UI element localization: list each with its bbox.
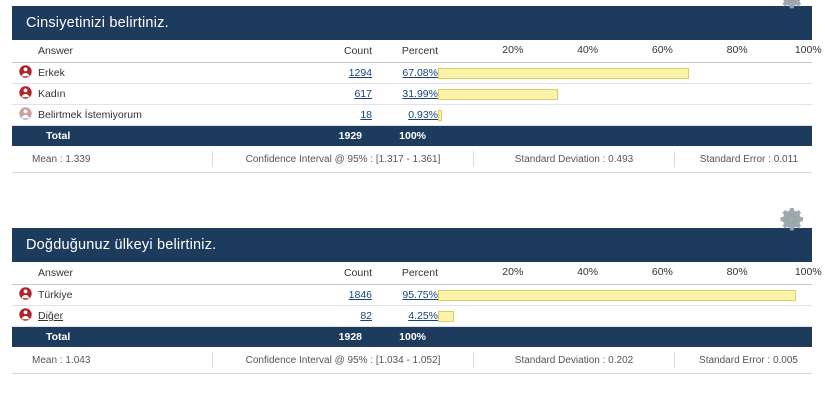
table-row (12, 84, 812, 105)
bar-track (438, 68, 812, 79)
bar-fill (438, 311, 454, 322)
axis-tick-100: 100% (794, 266, 822, 278)
percent-value[interactable] (372, 285, 438, 306)
bar-track (438, 89, 812, 100)
answer-label: Erkek (38, 63, 310, 84)
table-row (12, 105, 812, 126)
percent-value[interactable] (372, 63, 438, 84)
table-row (12, 63, 812, 84)
standard-error-stat: Standard Error : 0.005 (699, 354, 798, 366)
standard-deviation-stat: Standard Deviation : 0.493 (514, 153, 634, 165)
axis-tick-40: 40% (577, 44, 599, 56)
bar-fill (438, 68, 689, 79)
stats-row (12, 146, 812, 173)
axis-tick-20: 20% (502, 44, 524, 56)
total-label: Total (38, 126, 310, 147)
axis-header (438, 262, 822, 285)
axis-header (438, 40, 822, 63)
percent-link[interactable]: 0.93% (408, 109, 438, 121)
percent-value[interactable] (372, 306, 438, 327)
total-row (12, 327, 812, 348)
bar-track (438, 290, 812, 301)
axis-tick-60: 60% (651, 266, 673, 278)
mean-stat: Mean : 1.339 (32, 153, 91, 165)
bar-cell (438, 285, 812, 306)
axis-tick-40: 40% (577, 266, 599, 278)
total-count: 1929 (310, 126, 372, 147)
panel-header (12, 228, 812, 262)
percent-column-header: Percent (372, 40, 438, 63)
person-icon (12, 285, 38, 306)
count-link[interactable]: 18 (360, 109, 372, 121)
answer-label: Türkiye (38, 285, 310, 306)
total-icon-cell (12, 327, 38, 348)
answer-label: Belirtmek İstemiyorum (38, 105, 310, 126)
bar-cell (438, 306, 812, 327)
percent-link[interactable]: 4.25% (408, 310, 438, 322)
total-icon-cell (12, 126, 38, 147)
answer-label: Kadın (38, 84, 310, 105)
bar-fill (438, 89, 558, 100)
standard-error-stat: Standard Error : 0.011 (699, 153, 798, 165)
axis-tick-20: 20% (502, 266, 524, 278)
count-link[interactable]: 82 (360, 310, 372, 322)
percent-value[interactable] (372, 84, 438, 105)
count-link[interactable]: 1846 (348, 289, 372, 301)
person-icon (12, 306, 38, 327)
count-value[interactable] (310, 63, 372, 84)
percent-link[interactable]: 31.99% (402, 88, 438, 100)
answer-text: Diğer (38, 310, 64, 322)
count-column-header: Count (310, 262, 372, 285)
results-table-1 (12, 40, 822, 146)
answer-label (38, 306, 310, 327)
table-row (12, 285, 812, 306)
bar-cell (438, 105, 812, 126)
answer-column-header: Answer (38, 40, 310, 63)
page-title: Cinsiyetinizi belirtiniz. (26, 15, 169, 31)
mean-stat: Mean : 1.043 (32, 354, 91, 366)
count-link[interactable]: 617 (354, 88, 372, 100)
count-column-header: Count (310, 40, 372, 63)
page-title: Doğduğunuz ülkeyi belirtiniz. (26, 237, 217, 253)
count-link[interactable]: 1294 (348, 67, 372, 79)
total-label: Total (38, 327, 310, 348)
question-panel-1 (12, 6, 822, 173)
percent-axis (438, 266, 822, 280)
stats-row (12, 347, 812, 374)
count-value[interactable] (310, 306, 372, 327)
bar-cell (438, 84, 812, 105)
gear-icon[interactable] (776, 0, 806, 12)
icon-column-header (12, 262, 38, 285)
gear-icon[interactable] (776, 204, 806, 234)
total-count: 1928 (310, 327, 372, 348)
standard-deviation-stat: Standard Deviation : 0.202 (514, 354, 634, 366)
axis-tick-80: 80% (726, 44, 748, 56)
percent-value[interactable] (372, 105, 438, 126)
person-icon (12, 105, 38, 126)
percent-link[interactable]: 67.08% (402, 67, 438, 79)
bar-track (438, 311, 812, 322)
axis-tick-80: 80% (726, 266, 748, 278)
percent-link[interactable]: 95.75% (402, 289, 438, 301)
count-value[interactable] (310, 105, 372, 126)
count-value[interactable] (310, 84, 372, 105)
person-icon (12, 63, 38, 84)
table-row (12, 306, 812, 327)
bar-fill (438, 290, 796, 301)
axis-tick-60: 60% (651, 44, 673, 56)
answer-column-header: Answer (38, 262, 310, 285)
total-percent: 100% (372, 126, 438, 147)
total-percent: 100% (372, 327, 438, 348)
confidence-interval-stat: Confidence Interval @ 95% : [1.034 - 1.052] (245, 354, 441, 366)
bar-fill (438, 110, 442, 121)
results-table-2 (12, 262, 822, 347)
table-header-row (12, 262, 812, 285)
question-panel-2 (12, 228, 822, 374)
bar-track (438, 110, 812, 121)
percent-column-header: Percent (372, 262, 438, 285)
table-header-row (12, 40, 812, 63)
percent-axis (438, 44, 822, 58)
total-row (12, 126, 812, 147)
total-bar-cell (438, 126, 812, 147)
count-value[interactable] (310, 285, 372, 306)
panel-header (12, 6, 812, 40)
person-icon (12, 84, 38, 105)
icon-column-header (12, 40, 38, 63)
total-bar-cell (438, 327, 812, 348)
bar-cell (438, 63, 812, 84)
axis-tick-100: 100% (794, 44, 822, 56)
confidence-interval-stat: Confidence Interval @ 95% : [1.317 - 1.361] (245, 153, 441, 165)
